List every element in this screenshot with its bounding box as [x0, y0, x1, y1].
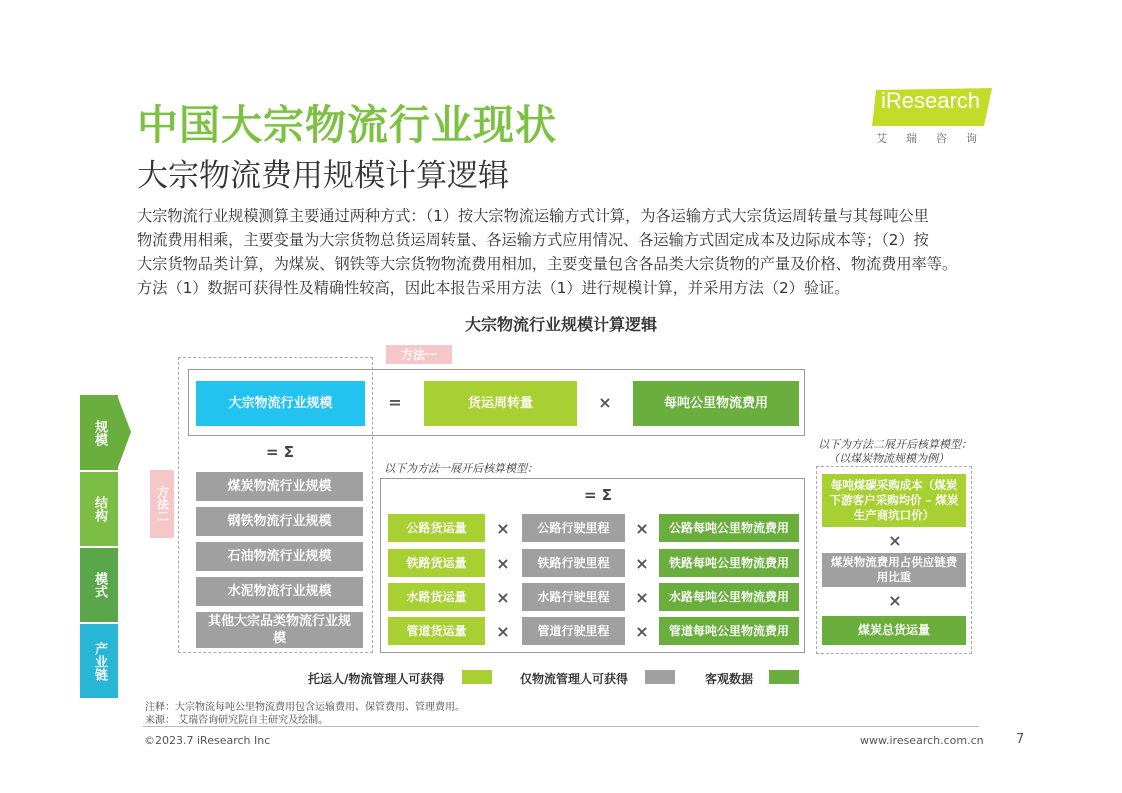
paragraph-line: 大宗货物品类计算，为煤炭、钢铁等大宗货物物流费用相加，主要变量包含各品类大宗货物的产量及价格、物流费用率等。 — [137, 255, 958, 273]
multiply-sign: × — [635, 622, 649, 641]
equals-sign: = — [388, 393, 402, 412]
website-link[interactable]: www.iresearch.com.cn — [860, 734, 984, 747]
steel-scale-box: 钢铁物流行业规模 — [196, 507, 363, 536]
intro-paragraph — [137, 204, 997, 300]
page-subtitle: 大宗物流费用规模计算逻辑 — [137, 158, 509, 194]
diagram-title: 大宗物流行业规模计算逻辑 — [464, 315, 657, 334]
pipeline-mileage-box: 管道行驶里程 — [522, 617, 625, 645]
method2-note-line1: 以下为方法二展开后核算模型： — [818, 438, 972, 451]
other-scale-box: 其他大宗品类物流行业规模 — [196, 612, 363, 648]
multiply-sign: × — [888, 531, 902, 550]
method2-tag-label: 方法二 — [155, 486, 170, 522]
legend-label: 仅物流管理人可获得 — [520, 672, 629, 686]
method2-note-line2: （以煤炭物流规模为例） — [828, 452, 949, 465]
road-volume-box: 公路货运量 — [388, 514, 485, 542]
paragraph-line: 物流费用相乘，主要变量为大宗货物总货运周转量、各运输方式应用情况、各运输方式固定成本及边际成本等；（2）按 — [137, 231, 929, 249]
road-mileage-box: 公路行驶里程 — [522, 514, 625, 542]
multiply-sign: × — [496, 519, 510, 538]
side-nav-label: 规模 — [92, 419, 107, 446]
rail-cost-box: 铁路每吨公里物流费用 — [659, 549, 799, 577]
side-nav-label: 产业链 — [92, 641, 107, 681]
cement-scale-box: 水泥物流行业规模 — [196, 577, 363, 606]
cost-per-ton-km-box: 每吨公里物流费用 — [633, 381, 799, 426]
page-number: 7 — [1016, 732, 1025, 747]
rail-volume-box: 铁路货运量 — [388, 549, 485, 577]
copyright: ©2023.7 iResearch Inc — [144, 734, 271, 747]
paragraph-line: 方法（1）数据可获得性及精确性较高，因此本报告采用方法（1）进行规模计算，并采用方法（2）验证。 — [137, 279, 850, 297]
water-volume-box: 水路货运量 — [388, 583, 485, 611]
side-nav-label: 结构 — [92, 496, 107, 522]
side-nav-item-scale[interactable] — [80, 395, 118, 470]
page-title: 中国大宗物流行业现状 — [137, 101, 557, 149]
sum-sign-mid: = Σ — [584, 486, 613, 504]
coal-total-volume-box: 煤炭总货运量 — [822, 616, 966, 645]
coal-cost-ratio-box: 煤炭物流费用占供应链费用比重 — [822, 553, 966, 587]
multiply-sign: × — [496, 588, 510, 607]
coal-scale-box: 煤炭物流行业规模 — [196, 472, 363, 501]
multiply-sign: × — [496, 622, 510, 641]
paragraph-line: 大宗物流行业规模测算主要通过两种方式：（1）按大宗物流运输方式计算，为各运输方式大宗货运周转量与其每吨公里 — [137, 207, 929, 225]
multiply-sign: × — [635, 519, 649, 538]
legend-label: 客观数据 — [705, 672, 754, 686]
pipeline-volume-box: 管道货运量 — [388, 617, 485, 645]
multiply-sign: × — [888, 591, 902, 610]
multiply-sign: × — [496, 554, 510, 573]
multiply-sign: × — [635, 554, 649, 573]
footnote: 注释：大宗物流每吨公里物流费用包含运输费用、保管费用、管理费用。 — [145, 702, 465, 713]
footer-divider — [143, 726, 979, 727]
sum-sign-left: = Σ — [266, 443, 295, 461]
side-nav-item-structure[interactable] — [80, 472, 118, 546]
legend-label: 托运人/物流管理人可获得 — [308, 672, 445, 686]
source-note: 来源： 艾瑞咨询研究院自主研究及绘制。 — [145, 715, 329, 726]
chevron-right-icon — [117, 395, 131, 470]
water-cost-box: 水路每吨公里物流费用 — [659, 583, 799, 611]
legend-swatch-green — [769, 670, 799, 684]
method1-tag: 方法一 — [386, 345, 452, 364]
rail-mileage-box: 铁路行驶里程 — [522, 549, 625, 577]
legend-swatch-gray — [645, 670, 675, 684]
logo-subtitle: 艾瑞咨询 — [876, 132, 996, 145]
method2-tag — [150, 470, 174, 538]
oil-scale-box: 石油物流行业规模 — [196, 542, 363, 571]
pipeline-cost-box: 管道每吨公里物流费用 — [659, 617, 799, 645]
multiply-sign: × — [635, 588, 649, 607]
road-cost-box: 公路每吨公里物流费用 — [659, 514, 799, 542]
multiply-sign: × — [598, 393, 612, 412]
side-nav-label: 模式 — [92, 572, 107, 598]
legend-swatch-lime — [462, 670, 492, 684]
logo-text: iResearch — [881, 88, 981, 113]
side-nav-item-industry-chain[interactable] — [80, 624, 118, 698]
industry-scale-box: 大宗物流行业规模 — [196, 381, 365, 426]
method1-note: 以下为方法一展开后核算模型： — [384, 462, 538, 475]
coal-purchase-cost-box: 每吨煤碳采购成本（煤炭下游客户采购均价 – 煤炭生产商坑口价） — [822, 474, 966, 527]
turnover-box: 货运周转量 — [424, 381, 577, 426]
side-nav-item-mode[interactable] — [80, 548, 118, 622]
water-mileage-box: 水路行驶里程 — [522, 583, 625, 611]
